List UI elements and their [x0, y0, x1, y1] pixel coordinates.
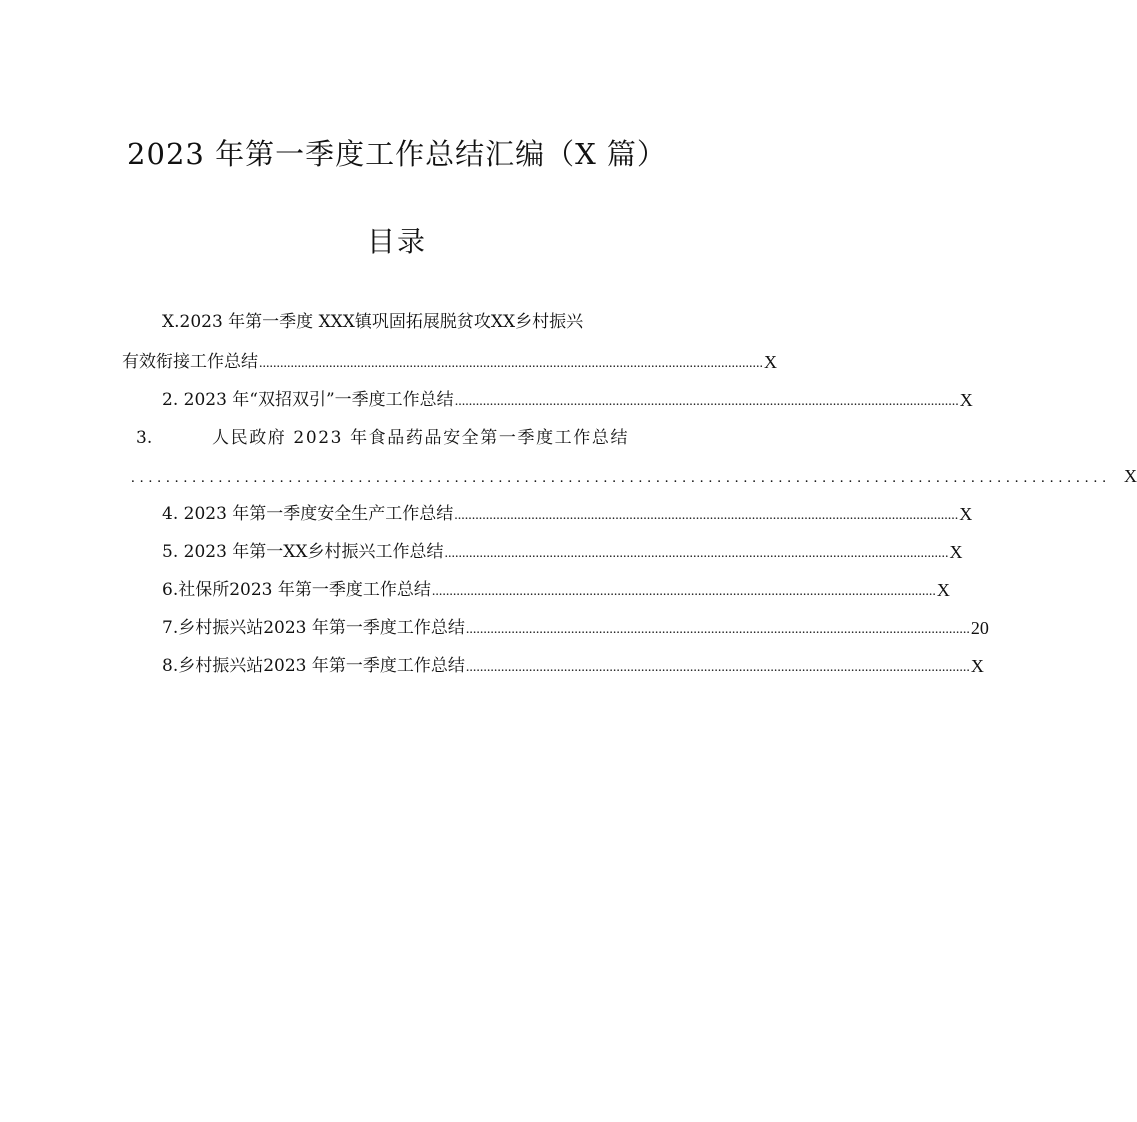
toc-page-number: 20 — [970, 618, 989, 638]
toc-leader-dots: ................................................................................................................................................ — [431, 584, 936, 599]
toc-page-number: X — [959, 504, 973, 524]
toc-page-number: X — [1124, 466, 1137, 486]
toc-leader-dots: ................................................................................................................................................ — [444, 546, 949, 561]
toc-leader-dots: ................................................................................................................................................ — [465, 622, 970, 637]
toc-entry-text: 6.社保所2023 年第一季度工作总结 — [162, 580, 431, 600]
toc-entry-1-line1[interactable] — [162, 308, 672, 336]
toc-leader-dots: ................................................................................................................................................ — [454, 508, 959, 523]
toc-entry-4[interactable] — [162, 500, 973, 528]
toc-entry-text: 人民政府 2023 年食品药品安全第一季度工作总结 — [212, 428, 630, 448]
toc-heading: 目录 — [366, 225, 427, 258]
toc-entry-3-line2[interactable] — [130, 462, 1137, 490]
toc-page-number: X — [936, 580, 950, 600]
toc-entry-text: 2. 2023 年“双招双引”一季度工作总结 — [162, 390, 454, 410]
toc-entry-8[interactable] — [162, 652, 984, 680]
toc-entry-5[interactable] — [162, 538, 963, 566]
toc-leader-dots: ................................................................................................................................................ — [454, 394, 959, 409]
toc-entry-text: X.2023 年第一季度 XXX镇巩固拓展脱贫攻XX乡村振兴 — [162, 312, 584, 332]
toc-entry-6[interactable] — [162, 576, 950, 604]
toc-entry-text: 有效衔接工作总结 — [122, 352, 258, 372]
toc-page-number: X — [949, 542, 963, 562]
toc-entry-2[interactable] — [162, 386, 973, 414]
document-title: 2023 年第一季度工作总结汇编（X 篇） — [127, 137, 667, 171]
toc-entry-text: 4. 2023 年第一季度安全生产工作总结 — [162, 504, 454, 524]
toc-leader-dots: ................................................................................................................ — [131, 470, 1111, 486]
toc-page-number: X — [970, 656, 984, 676]
toc-entry-text: 7.乡村振兴站2023 年第一季度工作总结 — [162, 618, 465, 638]
toc-leader-dots: ................................................................................................................................................ — [259, 356, 763, 371]
toc-entry-1-line2[interactable] — [122, 348, 777, 376]
toc-entry-number: 3. — [136, 428, 153, 448]
toc-entry-text: 5. 2023 年第一XX乡村振兴工作总结 — [162, 542, 444, 562]
toc-page-number: X — [959, 390, 973, 410]
toc-entry-7[interactable] — [162, 614, 989, 642]
toc-leader-dots: ................................................................................................................................................ — [465, 660, 970, 675]
toc-entry-text: 8.乡村振兴站2023 年第一季度工作总结 — [162, 656, 465, 676]
toc-entry-3-line1[interactable] — [136, 424, 672, 452]
toc-page-number: X — [764, 352, 777, 372]
